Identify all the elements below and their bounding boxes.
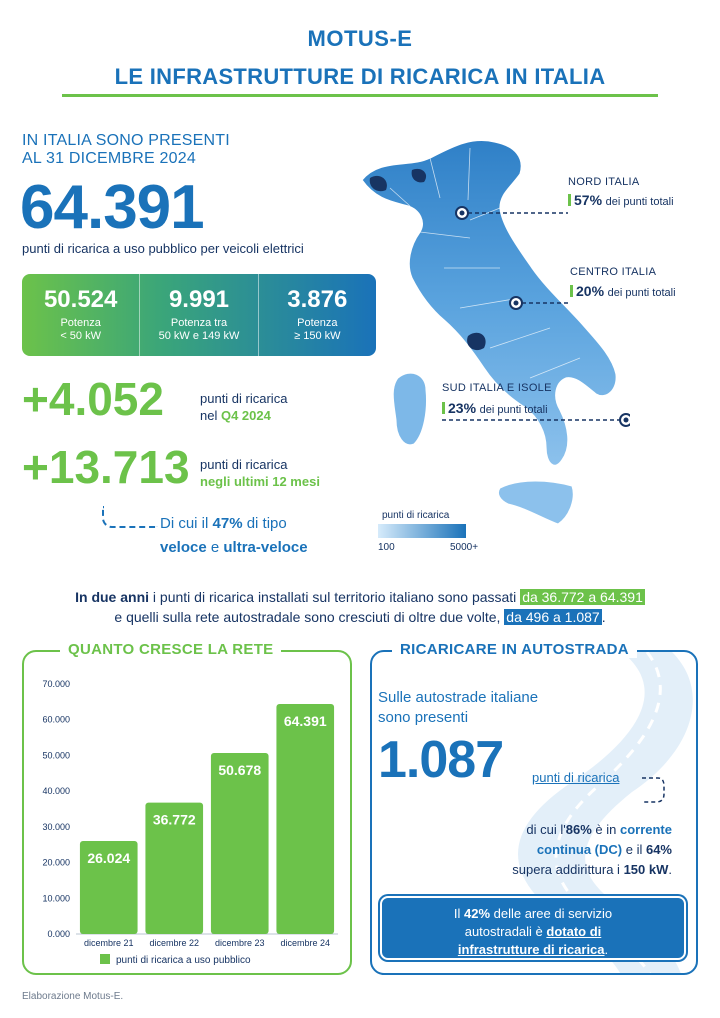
- hw-d1d: corrente: [619, 822, 672, 837]
- y-tick-label: 70.000: [42, 679, 70, 689]
- year-growth-text: [200, 456, 320, 490]
- intro-line-2: AL 31 DICEMBRE 2024: [22, 150, 196, 167]
- y-tick-label: 10.000: [42, 893, 70, 904]
- x-tick-label: dicembre 23: [214, 938, 265, 948]
- fast-charging-note: [160, 512, 308, 560]
- box-1c: delle aree di servizio: [490, 906, 613, 921]
- hw-d2a: continua (DC): [536, 842, 623, 857]
- region-sud-caption: dei punti totali: [479, 404, 548, 416]
- x-tick-label: dicembre 21: [83, 938, 134, 948]
- hw-d3a: supera addirittura i: [512, 862, 624, 877]
- intro-line-1: IN ITALIA SONO PRESENTI: [22, 132, 230, 149]
- page-title: LE INFRASTRUTTURE DI RICARICA IN ITALIA: [114, 64, 606, 89]
- statement-h1: da 36.772 a 64.391: [522, 589, 643, 605]
- power-low-label-1: Potenza: [60, 317, 101, 329]
- region-sud-value: 23%: [448, 400, 477, 416]
- statement-t3: .: [601, 609, 606, 625]
- y-tick-label: 60.000: [42, 714, 70, 725]
- map-legend-min: 100: [378, 542, 395, 553]
- highway-intro: [378, 688, 538, 728]
- region-nord-value: 57%: [574, 192, 603, 208]
- italy-map: [350, 128, 630, 548]
- highway-intro-2: sono presenti: [378, 709, 469, 726]
- bar-value-label: 26.024: [87, 850, 131, 867]
- highway-intro-1: Sulle autostrade italiane: [378, 689, 539, 706]
- power-mid: [140, 274, 258, 356]
- network-growth-title: QUANTO CRESCE LA RETE: [60, 641, 281, 658]
- dashed-connector: [102, 506, 158, 528]
- x-tick-label: dicembre 22: [149, 938, 200, 948]
- y-tick-label: 40.000: [42, 786, 70, 797]
- power-breakdown: [22, 274, 376, 356]
- hw-d2c: 64%: [645, 842, 672, 857]
- region-nord-pct: [568, 192, 674, 208]
- hw-d2b: e il: [622, 842, 646, 857]
- fast-b: ultra-veloce: [223, 539, 308, 556]
- region-centro-value: 20%: [576, 283, 605, 299]
- year-growth-value: +13.713: [22, 441, 190, 493]
- statement-lead: In due anni: [75, 589, 150, 605]
- fast-and: e: [206, 539, 224, 556]
- sicily-shape: [498, 481, 573, 524]
- year-growth-period: negli ultimi 12 mesi: [200, 474, 320, 489]
- bar-value-label: 64.391: [283, 713, 327, 730]
- motus-e-logo: [0, 26, 720, 52]
- q4-growth-label: punti di ricarica: [200, 391, 288, 406]
- x-tick-label: dicembre 24: [280, 938, 331, 948]
- power-high-label-1: Potenza: [297, 317, 338, 329]
- statement-t2: e quelli sulla rete autostradale sono cresciuti di oltre due volte,: [114, 609, 505, 625]
- highway-points-caption: punti di ricarica: [532, 770, 620, 785]
- y-tick-label: 30.000: [42, 821, 70, 832]
- power-mid-label-2: 50 kW e 149 kW: [158, 330, 240, 342]
- y-tick-label: 50.000: [42, 750, 70, 761]
- power-mid-label-1: Potenza tra: [170, 317, 228, 329]
- region-sud-pct: [442, 400, 548, 416]
- fast-a: veloce: [160, 539, 207, 556]
- hw-d1c: è in: [591, 822, 620, 837]
- power-mid-value: 9.991: [168, 286, 230, 313]
- map-legend-max: 5000+: [450, 542, 479, 553]
- highway-dashed-connector: [640, 774, 670, 824]
- intro-text: [22, 132, 230, 168]
- power-low-value: 50.524: [43, 286, 118, 313]
- statement-t1: i punti di ricarica installati sul territorio italiano sono passati: [149, 589, 521, 605]
- q4-prefix: nel: [200, 408, 221, 423]
- hw-d1b: 86%: [565, 822, 592, 837]
- power-high-value: 3.876: [287, 286, 348, 313]
- map-legend-title: punti di ricarica: [382, 510, 450, 521]
- year-growth-label: punti di ricarica: [200, 457, 288, 472]
- highway-title: RICARICARE IN AUTOSTRADA: [392, 641, 637, 658]
- legend-label: punti di ricarica a uso pubblico: [116, 955, 251, 966]
- box-1a: Il: [453, 906, 464, 921]
- bar: [211, 753, 269, 934]
- total-caption: punti di ricarica a uso pubblico per veicoli elettrici: [22, 241, 304, 256]
- box-2b: dotato di: [546, 924, 602, 939]
- power-high-label-2: ≥ 150 kW: [294, 330, 341, 342]
- region-centro-label: CENTRO ITALIA: [570, 266, 657, 278]
- fast-pct: 47%: [212, 515, 243, 532]
- service-areas-box: [380, 896, 686, 960]
- region-centro-caption: dei punti totali: [607, 287, 676, 299]
- power-low: [22, 274, 140, 356]
- sardinia-shape: [393, 373, 426, 445]
- box-3a: infrastrutture di ricarica: [457, 942, 605, 957]
- q4-growth-period-line: [200, 407, 287, 424]
- q4-period: Q4 2024: [220, 408, 271, 423]
- total-charging-points: 64.391: [20, 173, 204, 242]
- fast-pre: Di cui il: [160, 515, 213, 532]
- bar: [276, 704, 334, 934]
- statement-h2: da 496 a 1.087: [506, 609, 600, 625]
- hw-d3b: 150 kW: [623, 862, 669, 877]
- logo-text: MOTUS-E: [307, 26, 413, 51]
- q4-growth-text: [200, 390, 287, 424]
- y-tick-label: 20.000: [42, 857, 70, 868]
- bar-value-label: 50.678: [218, 762, 262, 779]
- hw-d1a: di cui l': [526, 822, 566, 837]
- hw-d3c: .: [668, 862, 672, 877]
- power-low-label-2: < 50 kW: [60, 330, 101, 342]
- region-nord-label: NORD ITALIA: [568, 176, 640, 188]
- map-legend-gradient: [378, 524, 466, 538]
- fast-mid: di tipo: [242, 515, 287, 532]
- q4-growth-value: +4.052: [22, 373, 164, 425]
- region-centro-pct: [570, 283, 676, 299]
- title-underline: [62, 94, 658, 97]
- y-tick-label: 0.000: [47, 929, 70, 939]
- two-year-statement: [20, 587, 700, 627]
- source-note: Elaborazione Motus-E.: [22, 991, 124, 1002]
- highway-detail: [460, 820, 672, 880]
- region-sud-label: SUD ITALIA E ISOLE: [442, 382, 552, 394]
- legend-swatch: [100, 954, 110, 964]
- highway-points-value: 1.087: [378, 731, 504, 789]
- box-1b: 42%: [463, 906, 491, 921]
- box-3b: .: [604, 942, 609, 957]
- bar-value-label: 36.772: [152, 811, 196, 828]
- network-growth-chart: [30, 672, 346, 972]
- box-2a: autostradali è: [464, 924, 547, 939]
- region-nord-caption: dei punti totali: [605, 196, 674, 208]
